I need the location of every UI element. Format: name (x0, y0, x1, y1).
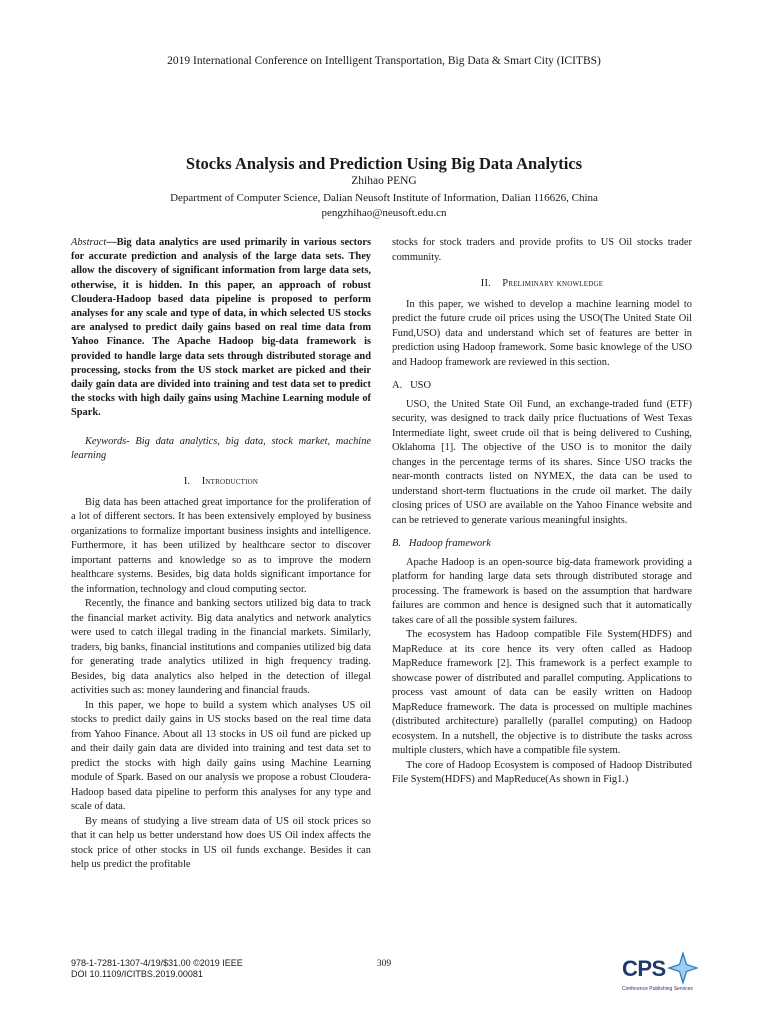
intro-paragraph-3: In this paper, we hope to build a system which analyses US oil stocks to predict daily gains in US stocks based on the real time data from Yahoo Finance. About all 13 stocks in US oil fund are picked up and their daily gain data are divided into training and test data set to predict the stocks with high daily gains using Machine Learning module of Spark. Based on our analysis we propose a robust Cloudera-Hadoop based data pipeline to perform this analyses for any type and scale of data. (71, 699, 371, 813)
subsection-label: A. (392, 380, 403, 391)
abstract-text: Big data analytics are used primarily in various sectors for accurate prediction and analysis of the large data sets. They allow the discovery of significant information from large data sets, otherwise, it is hidden. In this paper, an approach of robust Cloudera-Hadoop based data pipeline is proposed to perform analyses for any scale and type of data, in which selected US stocks are analysed to predict daily gains based on real time data from Yahoo Finance. The Apache Hadoop big-data framework is provided to handle large data sets through distributed storage and processing, stocks from the US stock market are picked and their daily gain data are divided into training and test data set to predict the stocks with high daily gains using Machine Learning module of Spark. (71, 237, 371, 419)
subsection-title: Hadoop framework (408, 538, 491, 549)
uso-paragraph: USO, the United State Oil Fund, an exchange-traded fund (ETF) security, was designed to track daily price fluctuations of West Texas Intermediate light, sweet crude oil that is being delivered to Cushing, Oklahoma [1]. The objective of the USO is to monitor the daily changes in the percentage terms of its shares. Since USO tracks the near-month contracts listed on NYMEX, the data can be used to understand short-term fluctuations in the crude oil market. The daily closing prices of USO are available on the Yahoo Finance website and can be retrieved to generate various meaningful insights. (392, 398, 692, 526)
intro-paragraph-4-continued: stocks for stock traders and provide profits to US Oil stocks trader community. (392, 237, 692, 263)
star-icon (666, 950, 700, 986)
hadoop-paragraph-2: The ecosystem has Hadoop compatible File System(HDFS) and MapReduce at its core hence its very often called as Hadoop MapReduce framework [2]. This framework is a perfect example to showcase power of distributed and parallel computing. Applications to process vast amount of data can be easily written on Hadoop MapReduce framework. The data is processed on multiple machines (distributed architecture) parallelly (parallel computing) on Hadoop ecosystem. In a nutshell, the objective is to distribute the tasks across multiple clusters, which have a compatible file system. (392, 629, 692, 756)
section-heading-introduction (71, 475, 371, 490)
hadoop-paragraph-3: The core of Hadoop Ecosystem is composed of Hadoop Distributed File System(HDFS) and MapReduce(As shown in Fig1.) (392, 759, 692, 785)
intro-paragraph-4: By means of studying a live stream data of US oil stock prices so that it can help us better understand how does US Oil index affects the stock price of other stocks in US oil funds exchange. Besides it can help us predict the profitable (71, 815, 371, 871)
intro-paragraph-2: Recently, the finance and banking sectors utilized big data to track the financial market activity. Big data analytics and network analytics were used to catch illegal trading in the financial markets. Similarly, traders, big banks, financial institutions and companies utilized big data for generating trade analytics utilized in high frequency trading. Besides, big data analytics also helped in the detection of illegal activities such as: money laundering and financial frauds. (71, 598, 371, 697)
left-column (71, 236, 371, 873)
preliminary-paragraph: In this paper, we wished to develop a machine learning model to predict the future crude oil prices using the USO(The United State Oil Fund,USO) data and understand which set of features are better in prediction using Hadoop framework. Some basic knowlege of the USO and Hadoop framework are reviewed in this section. (392, 298, 692, 368)
author-affiliation: Department of Computer Science, Dalian Neusoft Institute of Information, Dalian 116626, China (170, 192, 598, 204)
conference-header: 2019 International Conference on Intelligent Transportation, Big Data & Smart City (ICITBS) (167, 55, 601, 67)
subsection-heading-hadoop (392, 537, 692, 552)
footer-isbn: 978-1-7281-1307-4/19/$31.00 ©2019 IEEE (71, 958, 243, 968)
abstract (71, 236, 371, 421)
page-number: 309 (376, 959, 392, 969)
subsection-title: USO (410, 380, 432, 391)
author-name: Zhihao PENG (351, 175, 417, 187)
author-email[interactable]: pengzhihao@neusoft.edu.cn (321, 207, 447, 219)
abstract-label: Abstract (71, 237, 107, 248)
intro-paragraph-1: Big data has been attached great importance for the proliferation of a lot of different sectors. It has been extensively employed by business organizations to formalize important business insights and intelligence. Furthermore, it has been utilized by healthcare sector to discover important patterns and knowledge so as to improve the modern healthcare systems. Besides, big data holds significant importance for the information, technology and cloud computing sector. (71, 496, 371, 595)
subsection-heading-uso (392, 379, 692, 394)
section-title: Introduction (201, 476, 259, 488)
keywords: Keywords- Big data analytics, big data, stock market, machine learning (71, 435, 371, 461)
footer-doi: DOI 10.1109/ICITBS.2019.00081 (71, 969, 203, 979)
cps-logo (622, 948, 702, 998)
logo-subtitle: Conference Publishing Services (622, 986, 693, 992)
subsection-label: B. (392, 538, 402, 549)
section-number: I. (183, 476, 191, 488)
hadoop-paragraph-1: Apache Hadoop is an open-source big-data framework providing a platform for handing large data sets through distributed storage and processing. The framework is based on the assumption that hardware failures are common and hence is designed such that it automatically takes care of all the possible system failures. (392, 556, 692, 626)
section-title: Preliminary knowledge (502, 278, 604, 289)
logo-text: CPS (622, 956, 666, 981)
section-number: II. (480, 278, 491, 289)
paper-title: Stocks Analysis and Prediction Using Big Data Analytics (185, 154, 583, 173)
right-column (392, 236, 692, 788)
abstract-dash: — (106, 237, 117, 248)
section-heading-preliminary (392, 277, 692, 292)
